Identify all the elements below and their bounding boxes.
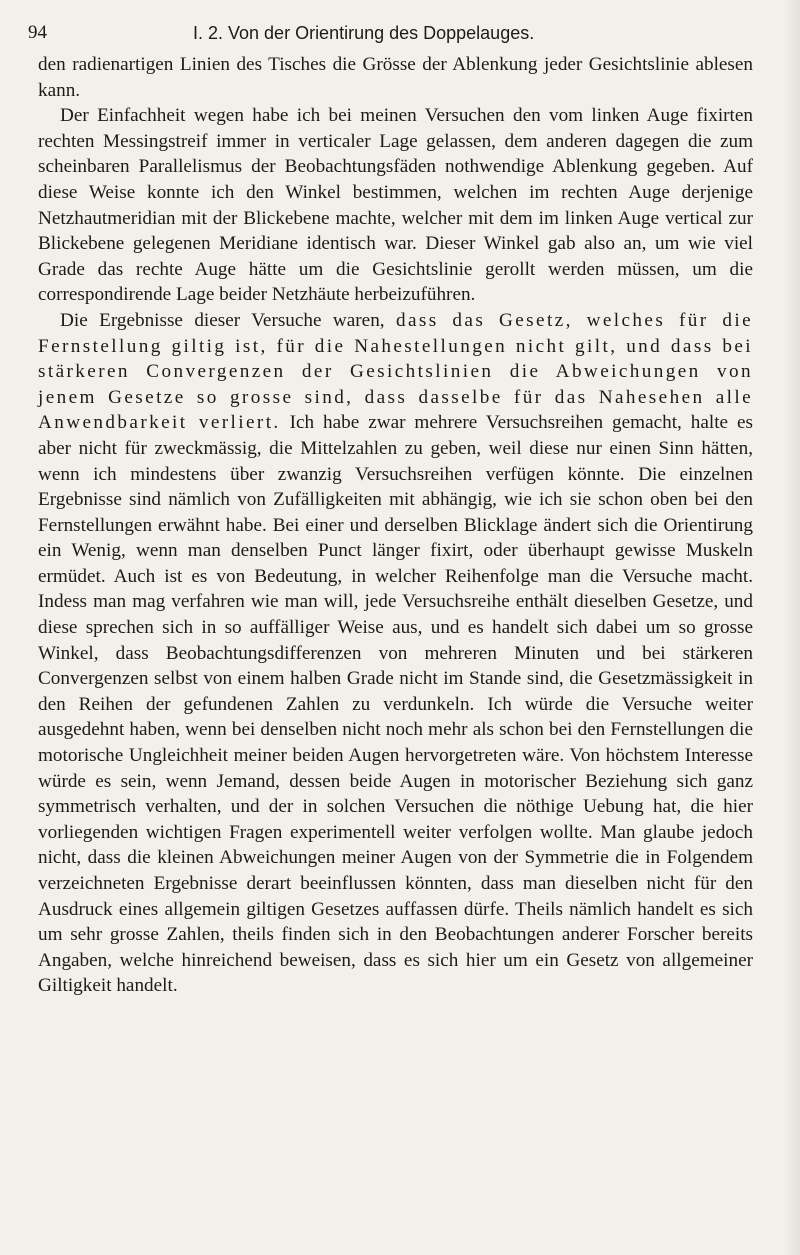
body-text [38,52,753,999]
paragraph-results [38,308,753,999]
page-number: 94 [28,22,47,43]
paragraph-text: Ich habe zwar mehrere Versuchsreihen gemacht, halte es aber nicht für zweckmässig, die Mittelzahlen zu geben, weil diese nur einen Sinn hätten, wenn ich mindestens über zwanzig Versuchsreihen verfügen könnte. Die einzelnen Ergebnisse sind nämlich von Zufälligkeiten mit abhängig, wie ich sie schon oben bei den Fernstellungen erwähnt habe. Bei einer und derselben Blicklage ändert sich die Orientirung ein Wenig, wenn man denselben Punct länger fixirt, oder überhaupt gewisse Muskeln ermüdet. Auch ist es von Bedeutung, in welcher Reihenfolge man die Versuche macht. Indess man mag verfahren wie man will, jede Versuchsreihe enthält dieselben Gesetze, und diese sprechen sich in so auffälliger Weise aus, und es handelt sich dabei um so grosse Winkel, dass Beobachtungsdifferenzen von mehreren Minuten und bei stärkeren Convergenzen selbst von einem halben Grade nicht im Stande sind, die Gesetzmässigkeit in den Reihen der gefundenen Zahlen zu verdunkeln. Ich würde die Versuche weiter ausgedehnt haben, wenn bei denselben nicht noch mehr als schon bei den Fernstellungen die motorische Ungleichheit meiner beiden Augen hervorgetreten wäre. Von höchstem Interesse würde es sein, wenn Jemand, dessen beide Augen in motorischer Beziehung sich ganz symmetrisch verhalten, und der in solchen Versuchen die nöthige Uebung hat, die hier vorliegenden wichtigen Fragen experimentell weiter verfolgen wollte. Man glaube jedoch nicht, dass die kleinen Abweichungen meiner Augen von der Symmetrie die in Folgendem verzeichneten Ergebnisse derart beeinflussen könnten, dass man dieselben nicht für den Ausdruck eines allgemein giltigen Gesetzes auffassen dürfe. Theils nämlich handelt es sich um sehr grosse Zahlen, theils finden sich in den Beobachtungen anderer Forscher bereits Angaben, welche hinreichend beweisen, dass es sich hier um ein Gesetz von allgemeiner Giltigkeit handelt. [38,412,753,997]
paragraph-text: den radienartigen Linien des Tisches die Grösse der Ablenkung jeder Gesichtslinie ablesen kann. [38,54,753,101]
running-title: I. 2. Von der Orientirung des Doppelauges. [193,23,535,43]
emphasized-finding: dass das Gesetz, welches für die Fernstellung giltig ist, für die Nahestellungen nicht gilt, und dass bei stärkeren Convergenzen der Gesichtslinien die Abweichungen von jenem Gesetze so grosse sind, dass dasselbe für das Nahesehen alle Anwendbarkeit verliert. [38,309,753,434]
paragraph-text: Der Einfachheit wegen habe ich bei meinen Versuchen den vom linken Auge fixirten rechten Messingstreif immer in verticaler Lage gelassen, dem anderen dagegen die zum scheinbaren Parallelismus der Beobachtungsfäden nothwendige Ablenkung gegeben. Auf diese Weise konnte ich den Winkel bestimmen, welchen im rechten Auge derjenige Netzhautmeridian mit der Blickebene machte, welcher mit dem im linken Auge vertical zur Blickebene gelegenen Meridiane identisch war. Dieser Winkel gab also an, um wie viel Grade das rechte Auge hätte um die Gesichtslinie gerollt werden müssen, um die correspondirende Lage beider Netzhäute herbeizuführen. [38,105,753,306]
page-edge-shadow [782,0,800,1255]
page-header [28,18,753,48]
paragraph-continuation [38,52,753,103]
paragraph-text: Die Ergebnisse dieser Versuche waren, [60,309,396,331]
paragraph-method [38,103,753,308]
